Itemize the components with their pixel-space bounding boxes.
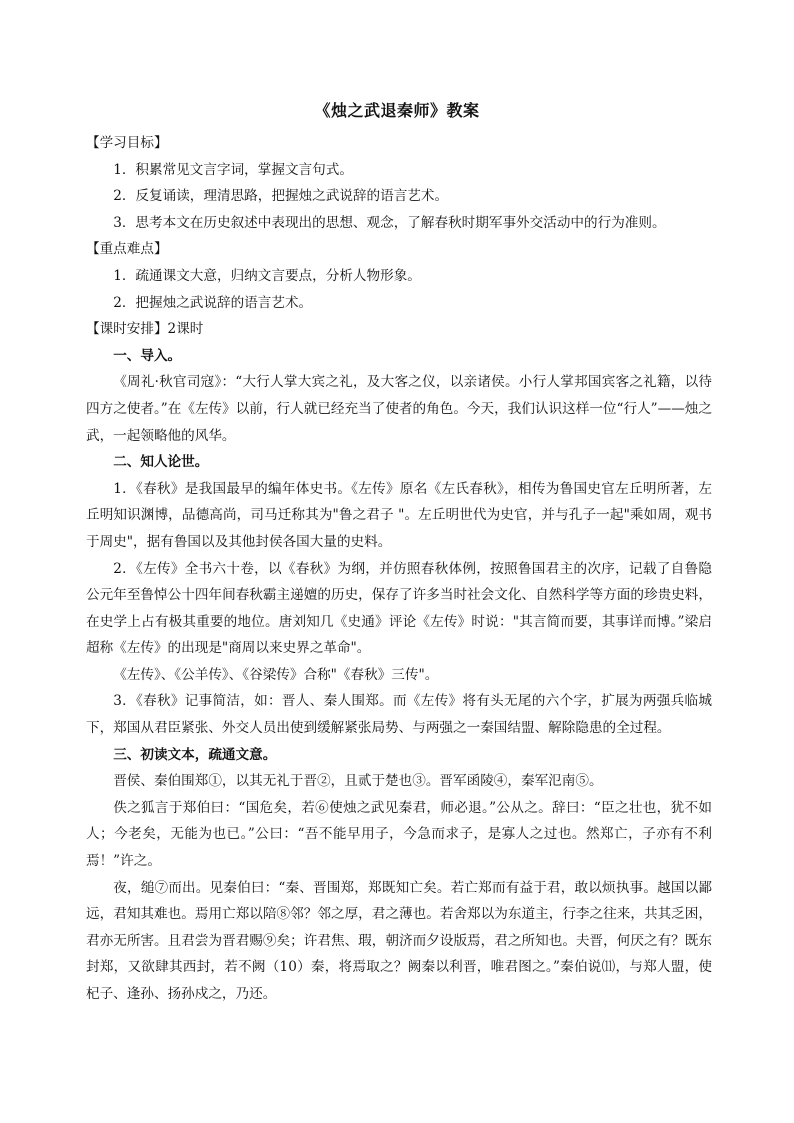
key-point-item: 1．疏通课文大意，归纳文言要点，分析人物形象。 (113, 267, 421, 284)
paragraph-three-commentaries: 《左传》、《公羊传》、《谷梁传》合称"《春秋》三传"。 (113, 666, 439, 683)
heading-background: 二、知人论世。 (113, 454, 209, 471)
section-learning-goals: 【学习目标】 (86, 135, 168, 151)
paragraph-introduction: 《周礼·秋官司寇》：“大行人掌大宾之礼，及大客之仪，以亲诸侯。小行人掌邦国宾客之礼籍，以待四方之使者。”在《左传》以前，行人就已经充当了使者的角色。今天，我们认识这样一位“行人”——烛之武，一起领略他的风华。 (86, 374, 712, 444)
heading-first-reading: 三、初读文本，疏通文意。 (113, 746, 277, 763)
paragraph-background-2: 2．《左传》全书六十卷，以《春秋》为纲，并仿照春秋体例，按照鲁国君主的次序，记载了自鲁隐公元年至鲁悼公十四年间春秋霸主递嬗的历史，保存了许多当时社会文化、自然科学等方面的珍贵史料，在史学上占有极其重要的地位。唐刘知几《史通》评论《左传》时说："其言简而要，其事详而博。”梁启超称《左传》的出现是"商周以来史界之革命"。 (86, 560, 712, 657)
section-key-points: 【重点难点】 (86, 241, 168, 258)
document-body (86, 130, 712, 1008)
goal-item: 1．积累常见文言字词，掌握文言句式。 (113, 161, 353, 178)
classical-text-paragraph-1: 晋侯、秦伯围郑①，以其无礼于晋②，且贰于楚也③。晋军函陵④，秦军氾南⑤。 (113, 773, 603, 790)
heading-introduction: 一、导入。 (113, 347, 182, 364)
paragraph-background-3: 3．《春秋》记事简洁，如：晋人、秦人围郑。而《左传》将有头无尾的六个字，扩展为两强兵临城下，郑国从君臣紧张、外交人员出使到缓解紧张局势、与两强之一秦国结盟、解除隐患的全过程。 (86, 693, 712, 737)
key-point-item: 2．把握烛之武说辞的语言艺术。 (113, 294, 313, 311)
goal-item: 3．思考本文在历史叙述中表现出的思想、观念，了解春秋时期军事外交活动中的行为准则。 (113, 214, 666, 231)
goal-item: 2．反复诵读，理清思路，把握烛之武说辞的语言艺术。 (113, 188, 449, 205)
classical-text-paragraph-2: 佚之狐言于郑伯曰：“国危矣，若⑥使烛之武见秦君，师必退。”公从之。辞曰：“臣之壮也，犹不如人；今老矣，无能为也已。”公曰：“吾不能早用子，今急而求子，是寡人之过也。然郑亡，子亦有不利焉！”许之。 (86, 799, 712, 870)
document-title: 《烛之武退秦师》教案 (314, 101, 480, 120)
class-schedule: 【课时安排】2课时 (86, 321, 204, 338)
paragraph-background-1: 1．《春秋》是我国最早的编年体史书。《左传》原名《左氏春秋》，相传为鲁国史官左丘明所著，左丘明知识渊博，品德高尚，司马迁称其为"鲁之君子 "。左丘明世代为史官，并与孔子一起"乘如周，观书于周史"，据有鲁国以及其他封侯各国大量的史料。 (86, 480, 712, 550)
classical-text-paragraph-3: 夜，缒⑦而出。见秦伯曰：“秦、晋围郑，郑既知亡矣。若亡郑而有益于君，敢以烦执事。越国以鄙远，君知其难也。焉用亡郑以陪⑧邻？邻之厚，君之薄也。若舍郑以为东道主，行李之往来，共其乏困，君亦无所害。且君尝为晋君赐⑨矣；许君焦、瑕，朝济而夕设版焉，君之所知也。夫晋，何厌之有？既东封郑，又欲肆其西封，若不阙（10）秦，将焉取之？阙秦以利晋，唯君图之。”秦伯说⑾，与郑人盟，使杞子、逢孙、扬孙戍之，乃还。 (86, 879, 712, 1002)
